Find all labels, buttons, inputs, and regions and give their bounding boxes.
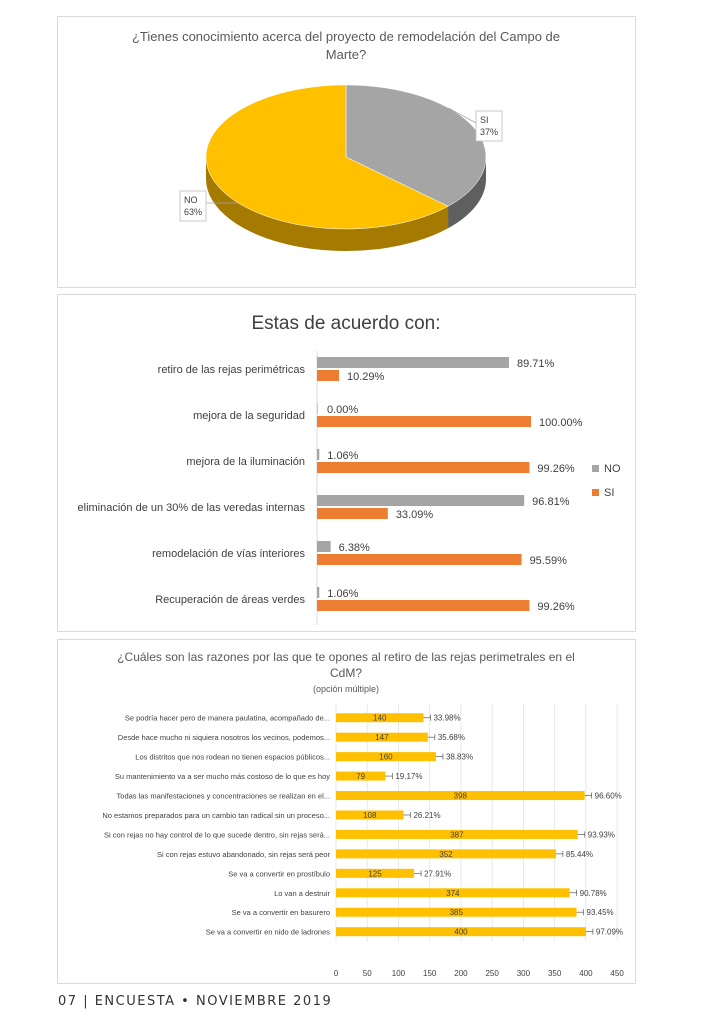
reasons-percent-label: 27.91% — [424, 869, 452, 879]
agreement-chart-panel — [57, 294, 636, 632]
reasons-percent-label: 85.44% — [565, 849, 594, 859]
pie-chart-panel — [57, 16, 636, 288]
agreement-bar-si — [317, 370, 339, 381]
reasons-category-label: Se va a convertir en prostíbulo — [228, 869, 330, 879]
reasons-x-tick-label: 400 — [579, 969, 593, 978]
reasons-category-label: Si con rejas estuvo abandonado, sin rejas será peor — [156, 849, 330, 859]
pie-title-line-1: ¿Tienes conocimiento acerca del proyecto de remodelación del Campo de — [131, 29, 561, 44]
reasons-category-label: Los distritos que nos rodean no tienen espacios públicos... — [135, 752, 330, 762]
reasons-x-tick-label: 200 — [454, 969, 468, 978]
reasons-x-tick-label: 300 — [516, 969, 531, 978]
reasons-percent-label: 93.45% — [586, 908, 614, 918]
reasons-count-label: 400 — [454, 927, 468, 937]
agreement-title: Estas de acuerdo con: — [251, 313, 441, 334]
reasons-percent-label: 26.21% — [413, 810, 441, 820]
agreement-bar-si — [317, 508, 388, 519]
pie-label-value-si: 37% — [480, 127, 499, 137]
reasons-count-label: 79 — [356, 772, 366, 782]
reasons-percent-label: 90.78% — [579, 888, 607, 898]
footer-separator: | — [83, 994, 90, 1009]
reasons-x-tick-label: 250 — [485, 969, 499, 978]
agreement-bar-no — [317, 541, 331, 552]
reasons-percent-label: 19.17% — [395, 772, 423, 782]
reasons-category-label: Lo van a destruir — [274, 888, 330, 898]
reasons-x-tick-label: 100 — [391, 969, 406, 978]
reasons-category-label: Si con rejas no hay control de lo que sucede dentro, sin rejas será... — [104, 830, 330, 840]
reasons-x-tick-label: 50 — [362, 969, 372, 978]
reasons-x-tick-label: 150 — [423, 969, 437, 978]
agreement-value-label-si: 33.09% — [395, 509, 434, 521]
agreement-value-label-si: 100.00% — [539, 417, 583, 429]
agreement-value-label-no: 0.00% — [327, 404, 359, 416]
reasons-title-line-1: ¿Cuáles son las razones por las que te opones al retiro de las rejas perimetrales en el — [117, 650, 575, 664]
reasons-count-label: 374 — [446, 888, 460, 898]
reasons-percent-label: 33.98% — [433, 713, 461, 723]
footer-text: ENCUESTA • NOVIEMBRE 2019 — [94, 994, 333, 1009]
agreement-value-label-si: 99.26% — [537, 601, 575, 613]
reasons-category-label: Desde hace mucho ni siquiera nosotros los vecinos, podemos... — [117, 733, 330, 743]
reasons-x-tick-label: 0 — [333, 969, 339, 978]
reasons-category-label: Se va a convertir en nido de ladrones — [205, 927, 330, 937]
reasons-category-label: Se podría hacer pero de manera paulatina, acompañado de... — [124, 713, 330, 723]
reasons-count-label: 160 — [379, 752, 393, 762]
pie-chart — [58, 17, 635, 287]
reasons-count-label: 385 — [449, 908, 463, 918]
page-footer — [58, 994, 332, 1009]
agreement-bar-no — [317, 449, 319, 460]
agreement-value-label-no: 1.06% — [327, 450, 359, 462]
agreement-bar-chart — [58, 295, 635, 631]
agreement-value-label-si: 10.29% — [347, 371, 385, 383]
reasons-percent-label: 35.68% — [437, 733, 465, 743]
reasons-category-label: Todas las manifestaciones y concentraciones se realizan en el... — [116, 791, 330, 801]
reasons-count-label: 387 — [450, 830, 464, 840]
reasons-percent-label: 38.83% — [445, 752, 474, 762]
agreement-value-label-no: 1.06% — [327, 588, 359, 600]
reasons-count-label: 125 — [368, 869, 382, 879]
agreement-category-label: remodelación de vías interiores — [152, 548, 305, 560]
agreement-bar-si — [317, 462, 529, 473]
legend-swatch-si — [592, 489, 599, 496]
reasons-count-label: 108 — [363, 810, 377, 820]
reasons-title-line-2: CdM? — [329, 666, 363, 680]
pie-label-category-si: SI — [480, 115, 489, 125]
reasons-chart-panel — [57, 639, 636, 984]
reasons-x-tick-label: 450 — [610, 969, 624, 978]
legend-label-si: SI — [604, 487, 615, 499]
agreement-bar-no — [317, 357, 509, 368]
reasons-count-label: 140 — [373, 713, 387, 723]
agreement-category-label: mejora de la seguridad — [193, 410, 305, 422]
agreement-category-label: mejora de la iluminación — [186, 456, 305, 468]
reasons-bar-chart — [58, 640, 635, 983]
reasons-subtitle: (opción múltiple) — [312, 684, 380, 694]
legend-label-no: NO — [604, 463, 621, 475]
reasons-percent-label: 97.09% — [595, 927, 624, 937]
reasons-category-label: No estamos preparados para un cambio tan radical sin un proceso... — [102, 810, 330, 820]
page-number: 07 — [58, 994, 78, 1009]
agreement-category-label: retiro de las rejas perimétricas — [157, 364, 305, 376]
reasons-percent-label: 96.60% — [594, 791, 622, 801]
reasons-count-label: 398 — [453, 791, 467, 801]
agreement-bar-no — [317, 495, 524, 506]
agreement-value-label-no: 89.71% — [516, 358, 555, 370]
agreement-value-label-si: 99.26% — [537, 463, 575, 475]
reasons-count-label: 147 — [375, 733, 389, 743]
agreement-value-label-no: 6.38% — [338, 542, 370, 554]
agreement-value-label-si: 95.59% — [529, 555, 567, 567]
agreement-category-label: Recuperación de áreas verdes — [155, 594, 305, 606]
agreement-bar-si — [317, 416, 531, 427]
agreement-bar-no — [317, 587, 319, 598]
pie-label-category-no: NO — [184, 195, 198, 205]
agreement-category-label: eliminación de un 30% de las veredas internas — [77, 502, 305, 514]
reasons-category-label: Su mantenimiento va a ser mucho más costoso de lo que es hoy — [114, 772, 330, 782]
reasons-percent-label: 93.93% — [587, 830, 615, 840]
legend-swatch-no — [592, 465, 599, 472]
pie-title-line-2: Marte? — [325, 47, 367, 62]
agreement-bar-no — [317, 403, 318, 414]
reasons-count-label: 352 — [439, 849, 453, 859]
reasons-x-tick-label: 350 — [547, 969, 562, 978]
agreement-bar-si — [317, 554, 522, 565]
reasons-category-label: Se va a convertir en basurero — [231, 908, 330, 918]
agreement-bar-si — [317, 600, 529, 611]
agreement-value-label-no: 96.81% — [532, 496, 570, 508]
pie-label-value-no: 63% — [184, 207, 203, 217]
